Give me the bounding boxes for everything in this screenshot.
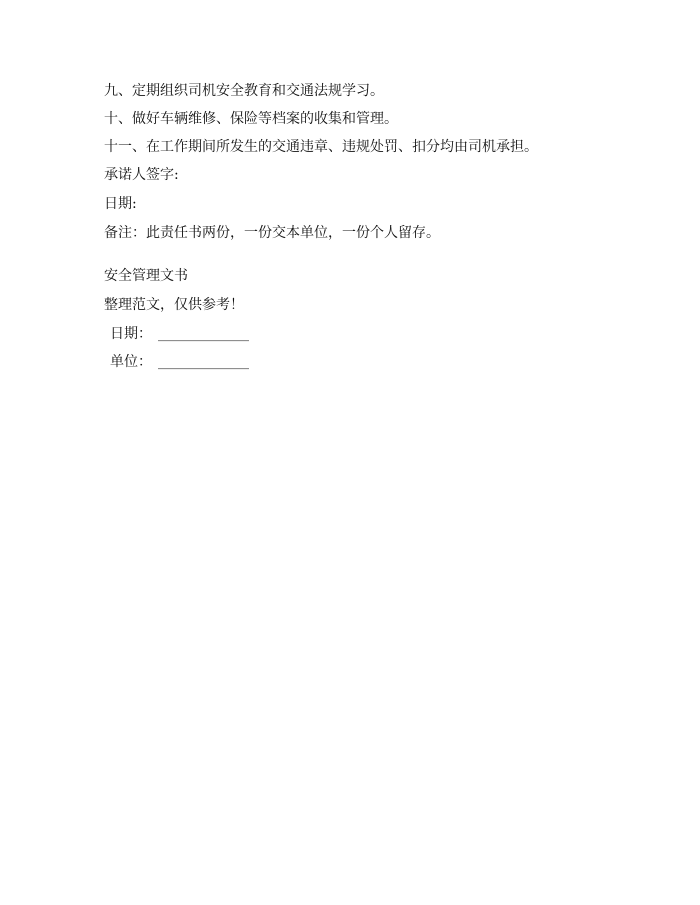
footer-unit-field [110,353,249,371]
clause-10: 十、做好车辆维修、保险等档案的收集和管理。 [104,111,398,127]
footer-date-blank: _____________ [158,326,249,342]
footer-title: 安全管理文书 [104,268,188,284]
footer-unit-label: 单位： [110,354,152,370]
signature-label: 承诺人签字: [104,167,179,183]
remarks-text: 备注：此责任书两份，一份交本单位，一份个人留存。 [104,225,440,241]
date-label: 日期: [104,196,137,212]
footer-unit-blank: _____________ [158,354,249,370]
footer-date-label: 日期： [110,326,152,342]
clause-9: 九、定期组织司机安全教育和交通法规学习。 [104,83,384,99]
footer-date-field [110,325,249,343]
clause-11: 十一、在工作期间所发生的交通违章、违规处罚、扣分均由司机承担。 [104,139,538,155]
footer-note: 整理范文，仅供参考！ [104,297,244,313]
